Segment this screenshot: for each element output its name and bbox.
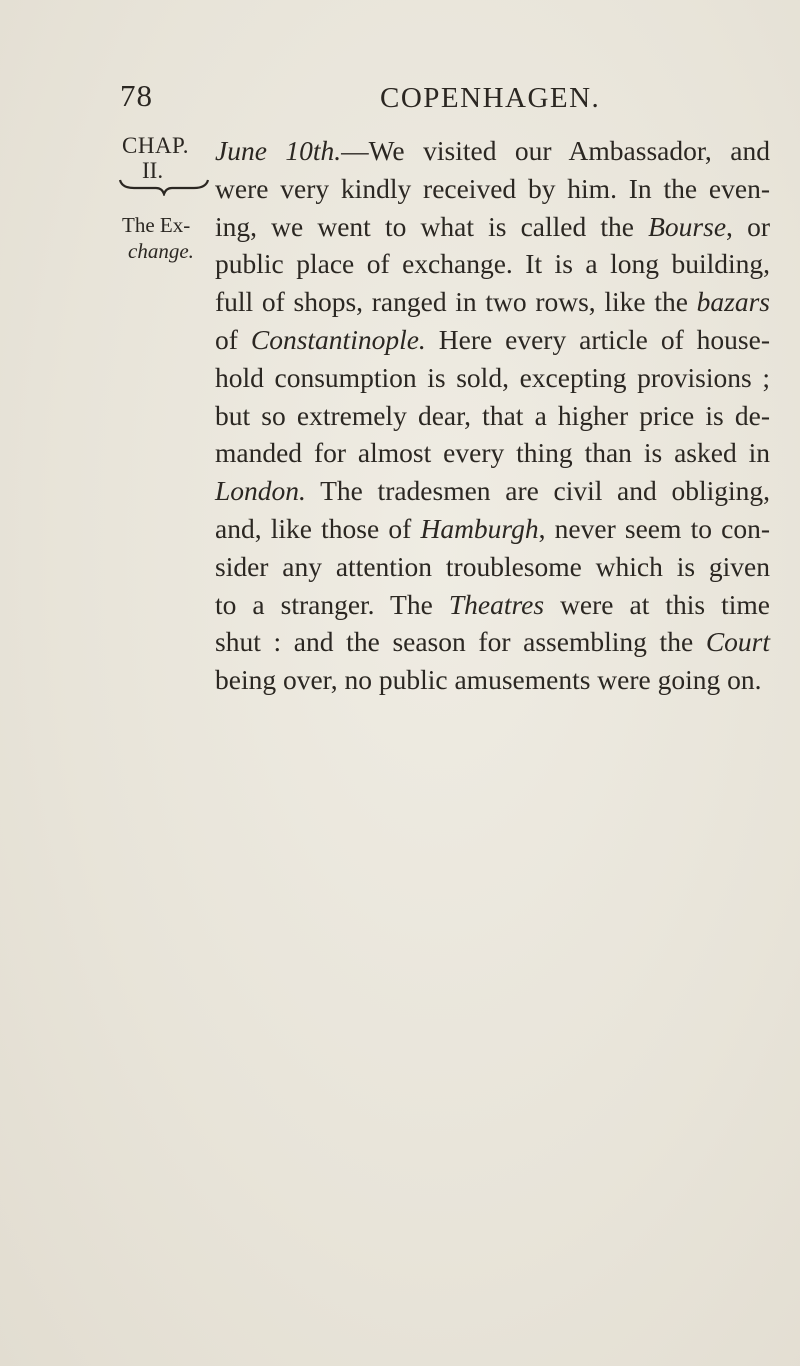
text-segment: shut : and the season for assembling the <box>215 626 706 658</box>
text-segment: were at this time <box>544 588 770 620</box>
text-line <box>215 661 770 699</box>
text-segment: to a stranger. The <box>215 588 449 620</box>
text-segment: and, like those of <box>215 512 421 544</box>
chapter-label: CHAP. <box>122 133 190 158</box>
marginal-note-line: The Ex- <box>122 213 191 237</box>
text-segment: hold consumption is sold, excepting provisions ; <box>215 361 770 393</box>
text-segment: of <box>215 323 251 355</box>
text-line <box>215 397 770 435</box>
text-line <box>215 510 770 548</box>
text-segment: sider any attention troublesome which is given <box>215 550 770 582</box>
italic-text: Constantinople. <box>250 323 426 355</box>
text-line <box>215 283 770 321</box>
text-line <box>215 623 770 661</box>
italic-text: June 10th. <box>215 135 342 166</box>
marginal-note-line: change. <box>128 239 194 263</box>
italic-text: London. <box>215 475 306 507</box>
text-line <box>215 170 770 208</box>
text-line <box>215 548 770 586</box>
text-segment: being over, no public amusements were going on. <box>215 664 762 696</box>
running-title: COPENHAGEN. <box>380 82 601 114</box>
text-line <box>215 359 770 397</box>
text-segment: were very kindly received by him. In the even- <box>215 172 770 204</box>
body-paragraph <box>215 132 770 699</box>
italic-text: Court <box>705 626 770 658</box>
page-number: 78 <box>120 78 153 113</box>
text-segment: public place of exchange. It is a long building, <box>215 248 770 280</box>
marginal-note <box>122 212 212 264</box>
text-line <box>215 132 770 170</box>
italic-text: Bourse <box>648 210 727 242</box>
text-line <box>215 321 770 359</box>
text-line <box>215 434 770 472</box>
italic-text: bazars <box>696 286 770 318</box>
text-line <box>215 586 770 624</box>
text-segment: , or <box>726 210 770 242</box>
chapter-number: II. <box>142 158 164 183</box>
brace-ornament <box>118 176 210 196</box>
text-segment: —We visited our Ambassador, and <box>341 135 770 166</box>
text-segment: full of shops, ranged in two rows, like the <box>215 286 697 318</box>
text-line <box>215 208 770 246</box>
text-segment: manded for almost every thing than is asked in <box>215 437 770 469</box>
italic-text: Hamburgh <box>420 512 539 544</box>
text-line <box>215 472 770 510</box>
text-segment: The tradesmen are civil and obliging, <box>305 475 770 507</box>
text-segment: Here every article of house- <box>425 323 770 355</box>
text-segment: ing, we went to what is called the <box>215 210 649 242</box>
italic-text: Theatres <box>448 588 545 620</box>
page-header <box>0 78 800 118</box>
text-segment: but so extremely dear, that a higher price is de- <box>215 399 770 431</box>
text-segment: , never seem to con- <box>538 512 770 544</box>
text-line <box>215 245 770 283</box>
